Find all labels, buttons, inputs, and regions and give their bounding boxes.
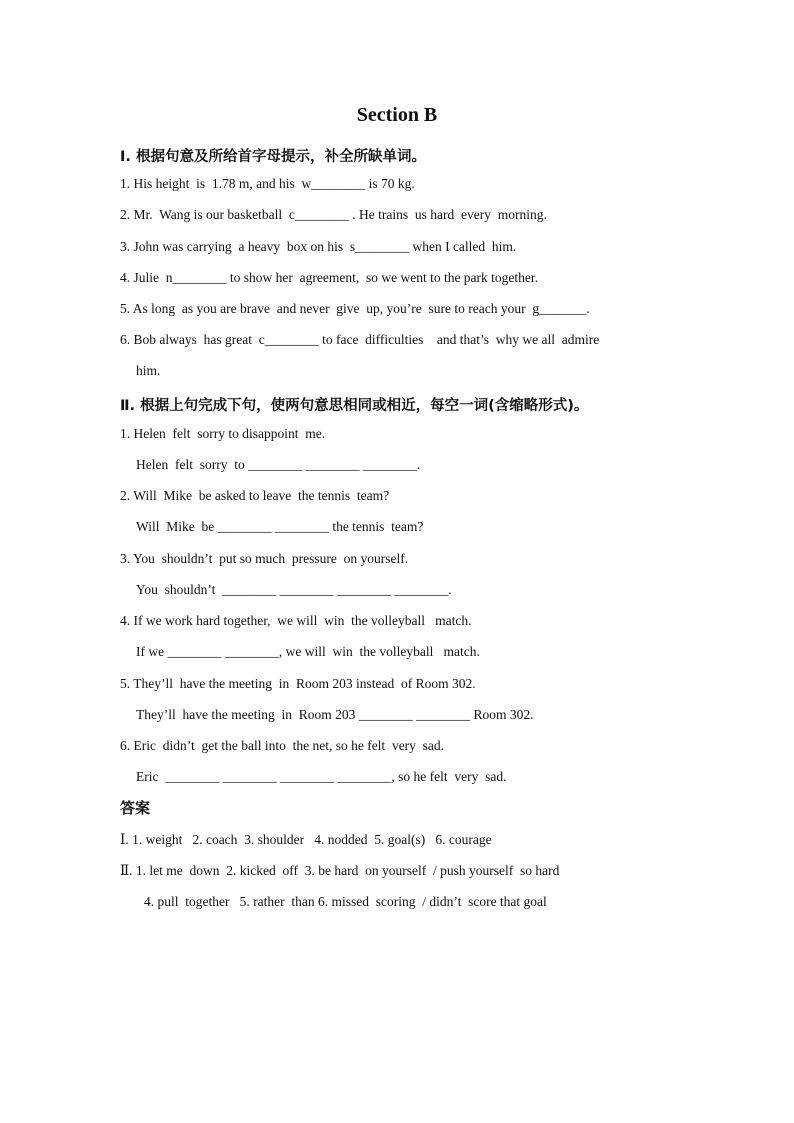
part2-heading: Ⅱ. 根据上句完成下句，使两句意思相同或相近，每空一词(含缩略形式)。 [120, 398, 589, 414]
part1-item-2: 2. Mr. Wang is our basketball c________ . He trains us hard every morning. [120, 207, 547, 222]
part2-item-2-original: 2. Will Mike be asked to leave the tennis team? [120, 488, 390, 503]
part2-item-6-original: 6. Eric didn’t get the ball into the net, so he felt very sad. [120, 738, 445, 753]
part2-item-4-rewrite: If we ________ ________, we will win the volleyball match. [136, 644, 480, 659]
answers-part2: Ⅱ. 1. let me down 2. kicked off 3. be hard on yourself / push yourself so hard [120, 863, 560, 878]
part1-item-3: 3. John was carrying a heavy box on his s________ when I called him. [120, 239, 517, 254]
part2-item-4-original: 4. If we work hard together, we will win the volleyball match. [120, 613, 472, 628]
page-title: Section B [356, 104, 438, 126]
part1-item-1: 1. His height is 1.78 m, and his w________ is 70 kg. [120, 176, 415, 191]
part2-item-6-rewrite: Eric ________ ________ ________ ________, so he felt very sad. [136, 769, 507, 784]
part1-item-4: 4. Julie n________ to show her agreement, so we went to the park together. [120, 270, 539, 285]
part1-item-6-continued: him. [136, 363, 161, 378]
part2-item-5-rewrite: They’ll have the meeting in Room 203 ________ ________ Room 302. [136, 707, 534, 722]
part2-item-3-original: 3. You shouldn’t put so much pressure on yourself. [120, 551, 409, 566]
answers-part2-continued: 4. pull together 5. rather than 6. missed scoring / didn’t score that goal [144, 894, 547, 909]
part2-item-1-rewrite: Helen felt sorry to ________ ________ ________. [136, 457, 421, 472]
answers-title: 答案 [120, 799, 151, 817]
part2-item-1-original: 1. Helen felt sorry to disappoint me. [120, 426, 326, 441]
part1-item-5: 5. As long as you are brave and never give up, you’re sure to reach your g_______. [120, 301, 590, 316]
part2-item-3-rewrite: You shouldn’t ________ ________ ________ ________. [136, 582, 452, 597]
answers-part1: Ⅰ. 1. weight 2. coach 3. shoulder 4. nodded 5. goal(s) 6. courage [120, 832, 492, 847]
part1-item-6: 6. Bob always has great c________ to face difficulties and that’s why we all admire [120, 332, 600, 347]
part1-heading: Ⅰ. 根据句意及所给首字母提示，补全所缺单词。 [120, 149, 426, 165]
part2-item-2-rewrite: Will Mike be ________ ________ the tennis team? [136, 519, 424, 534]
part2-item-5-original: 5. They’ll have the meeting in Room 203 instead of Room 302. [120, 676, 476, 691]
